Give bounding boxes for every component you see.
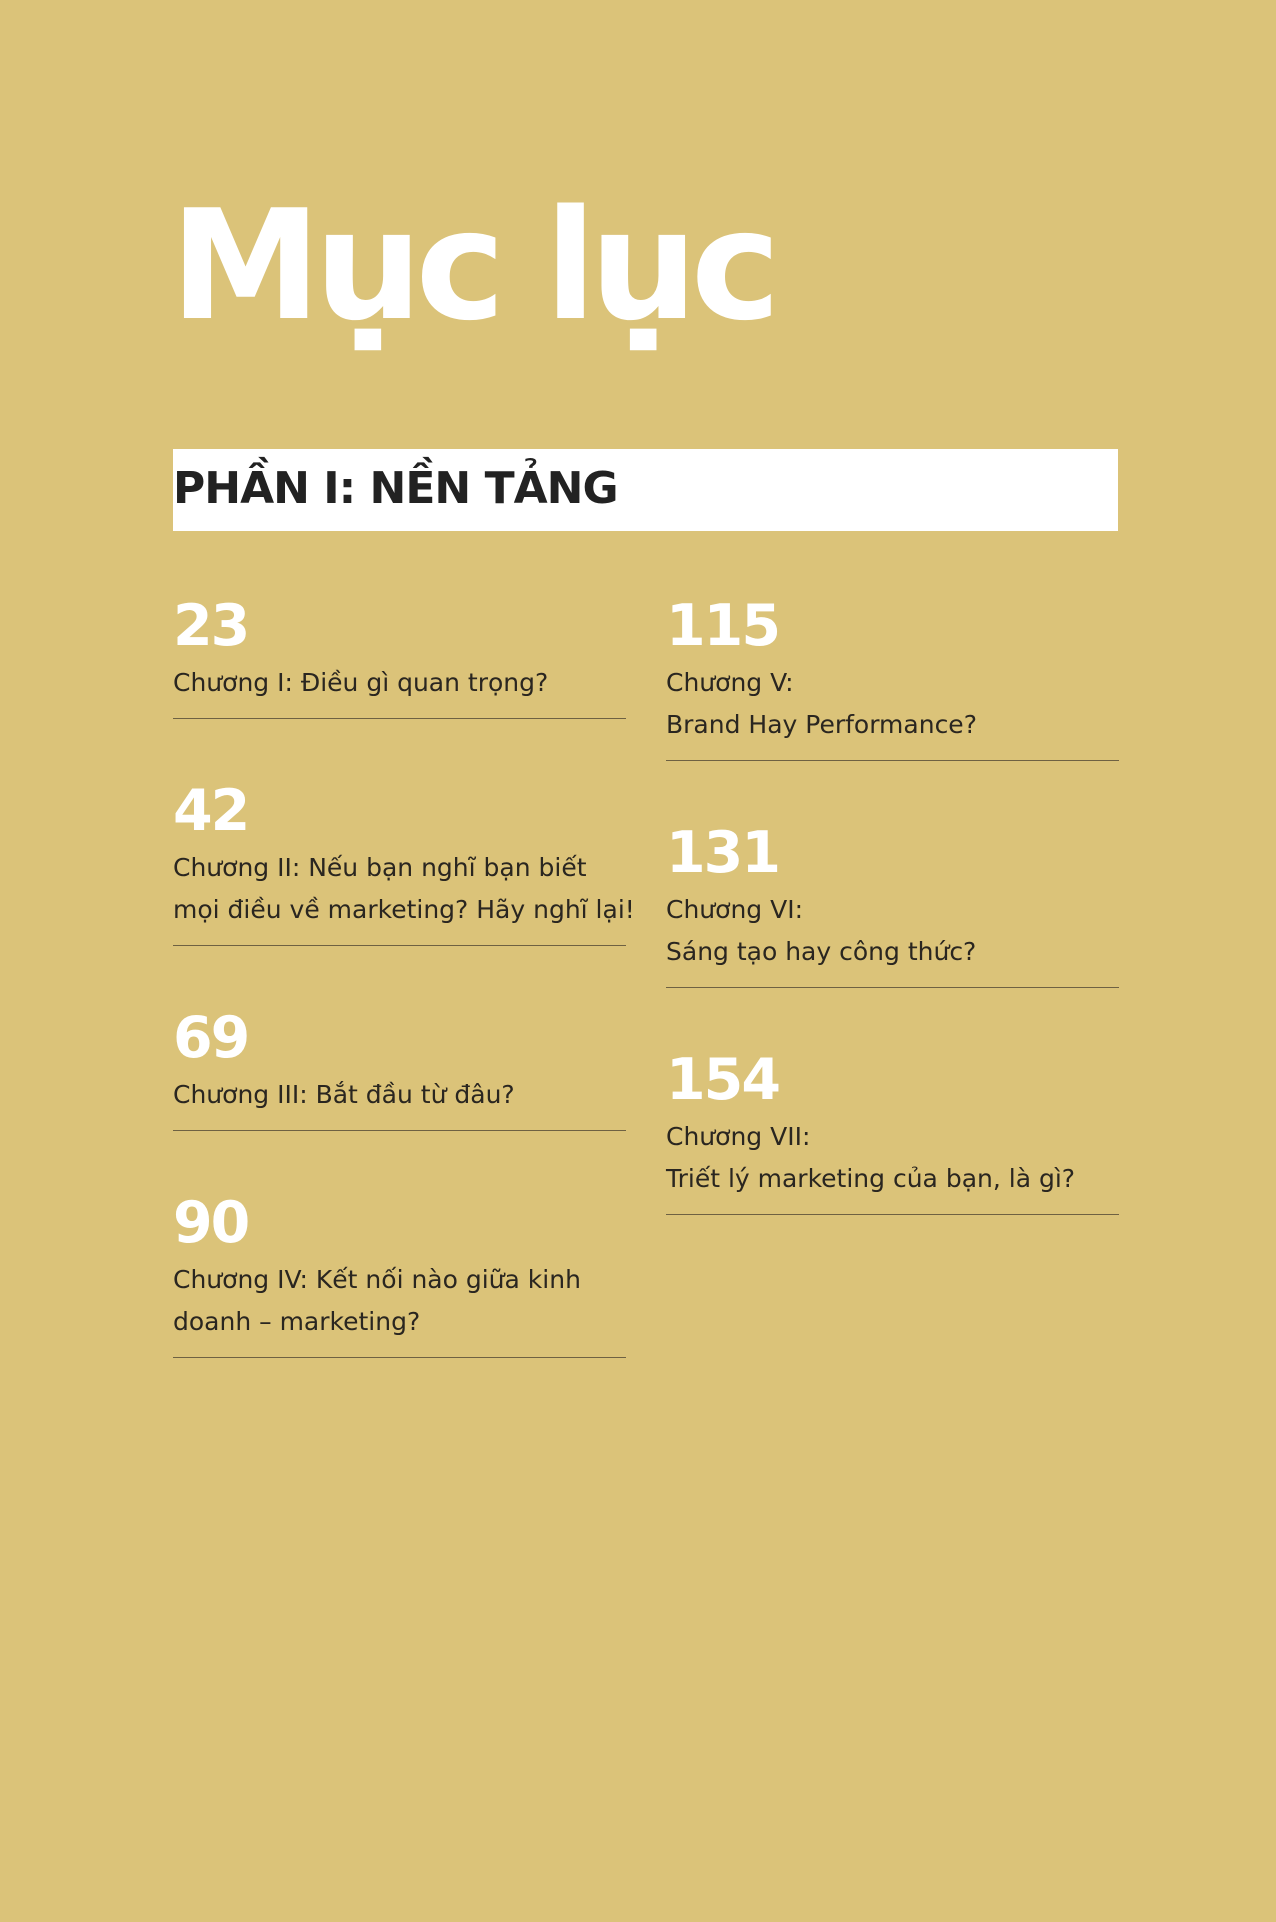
toc-entry-chapter-6[interactable] — [666, 817, 1119, 988]
chapter-title-line: Chương IV: Kết nối nào giữa kinh — [173, 1265, 581, 1294]
toc-entry-chapter-1[interactable] — [173, 590, 626, 719]
chapter-title-line: Chương II: Nếu bạn nghĩ bạn biết — [173, 853, 587, 882]
chapter-title — [666, 1116, 1119, 1200]
chapter-title — [173, 847, 635, 931]
chapter-page-number: 42 — [173, 778, 249, 844]
chapter-title — [666, 662, 1119, 746]
chapter-title — [173, 1074, 626, 1116]
chapter-title-line: Chương VII: — [666, 1122, 811, 1151]
toc-entry-chapter-3[interactable] — [173, 1002, 626, 1131]
chapter-page-number: 69 — [173, 1005, 249, 1071]
chapter-page-number: 90 — [173, 1190, 249, 1256]
chapter-title — [666, 889, 1119, 973]
toc-column-left — [173, 590, 635, 1414]
toc-entry-chapter-7[interactable] — [666, 1044, 1119, 1215]
chapter-page-number: 131 — [666, 820, 779, 886]
chapter-title — [173, 662, 626, 704]
chapter-title — [173, 1259, 626, 1343]
chapter-title-line: Sáng tạo hay công thức? — [666, 937, 977, 966]
toc-column-right — [666, 590, 1119, 1271]
part-banner — [173, 449, 1118, 531]
chapter-title-line: mọi điều về marketing? Hãy nghĩ lại! — [173, 895, 635, 924]
chapter-page-number: 154 — [666, 1047, 779, 1113]
chapter-title-line: Chương I: Điều gì quan trọng? — [173, 668, 549, 697]
toc-entry-chapter-2[interactable] — [173, 775, 635, 946]
page-title: Mục lục — [170, 177, 774, 354]
toc-entry-chapter-5[interactable] — [666, 590, 1119, 761]
chapter-title-line: Chương III: Bắt đầu từ đâu? — [173, 1080, 515, 1109]
part-title: PHẦN I: NỀN TẢNG — [173, 463, 618, 514]
chapter-page-number: 23 — [173, 593, 249, 659]
toc-entry-chapter-4[interactable] — [173, 1187, 626, 1358]
chapter-title-line: Chương VI: — [666, 895, 803, 924]
chapter-page-number: 115 — [666, 593, 779, 659]
chapter-title-line: doanh – marketing? — [173, 1307, 421, 1336]
chapter-title-line: Brand Hay Performance? — [666, 710, 977, 739]
chapter-title-line: Triết lý marketing của bạn, là gì? — [666, 1164, 1076, 1193]
chapter-title-line: Chương V: — [666, 668, 794, 697]
